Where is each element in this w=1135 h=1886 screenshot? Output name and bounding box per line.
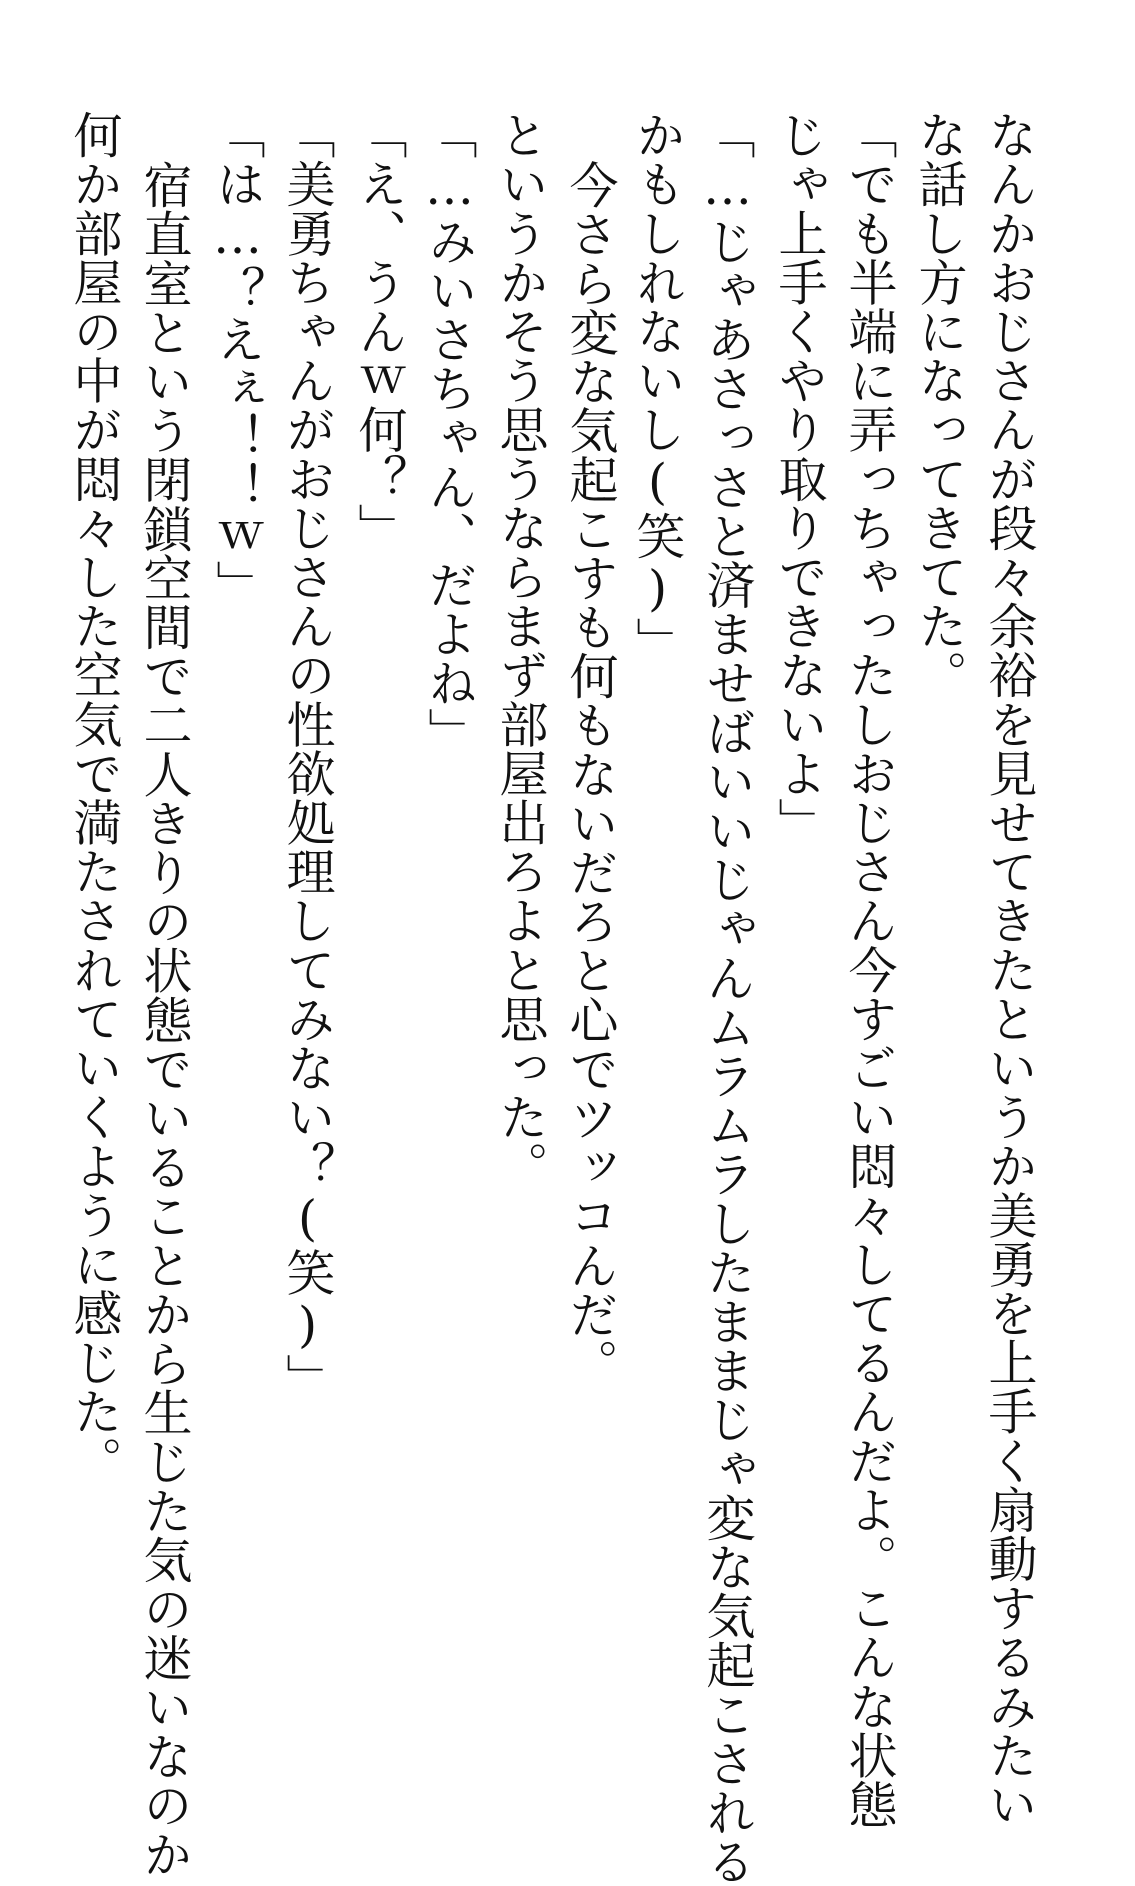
text-line-12: 「は…？えぇ！！ｗ」 <box>209 110 266 609</box>
text-line-4: じゃ上手くやり取りできないよ」 <box>771 110 828 847</box>
text-line-6: かもしれないし(笑)」 <box>629 110 686 667</box>
text-line-13: 宿直室という閉鎖空間で二人きりの状態でいることから生じた気の迷いなのか <box>136 160 193 1879</box>
text-line-3: 「でも半端に弄っちゃったしおじさん今すごい悶々してるんだよ。こんな状態 <box>841 110 898 1829</box>
text-line-1: なんかおじさんが段々余裕を見せてきたというか美勇を上手く扇動するみたい <box>981 110 1038 1829</box>
text-line-9: 「…みいさちゃん、だよね」 <box>421 110 478 757</box>
text-line-11: 「美勇ちゃんがおじさんの性欲処理してみない？(笑)」 <box>279 110 336 1403</box>
text-line-2: な話し方になってきてた。 <box>911 110 968 700</box>
text-line-5: 「…じゃあさっさと済ませばいいじゃんムラムラしたままじゃ変な気起こされる <box>699 110 756 1886</box>
text-line-14: 何か部屋の中が悶々した空気で満たされていくように感じた。 <box>66 110 123 1485</box>
text-line-10: 「え、うんｗ何？」 <box>351 110 408 552</box>
text-line-7: 今さら変な気起こすも何もないだろと心でツッコんだ。 <box>562 160 619 1388</box>
text-line-8: というかそう思うならまず部屋出ろよと思った。 <box>492 110 549 1191</box>
